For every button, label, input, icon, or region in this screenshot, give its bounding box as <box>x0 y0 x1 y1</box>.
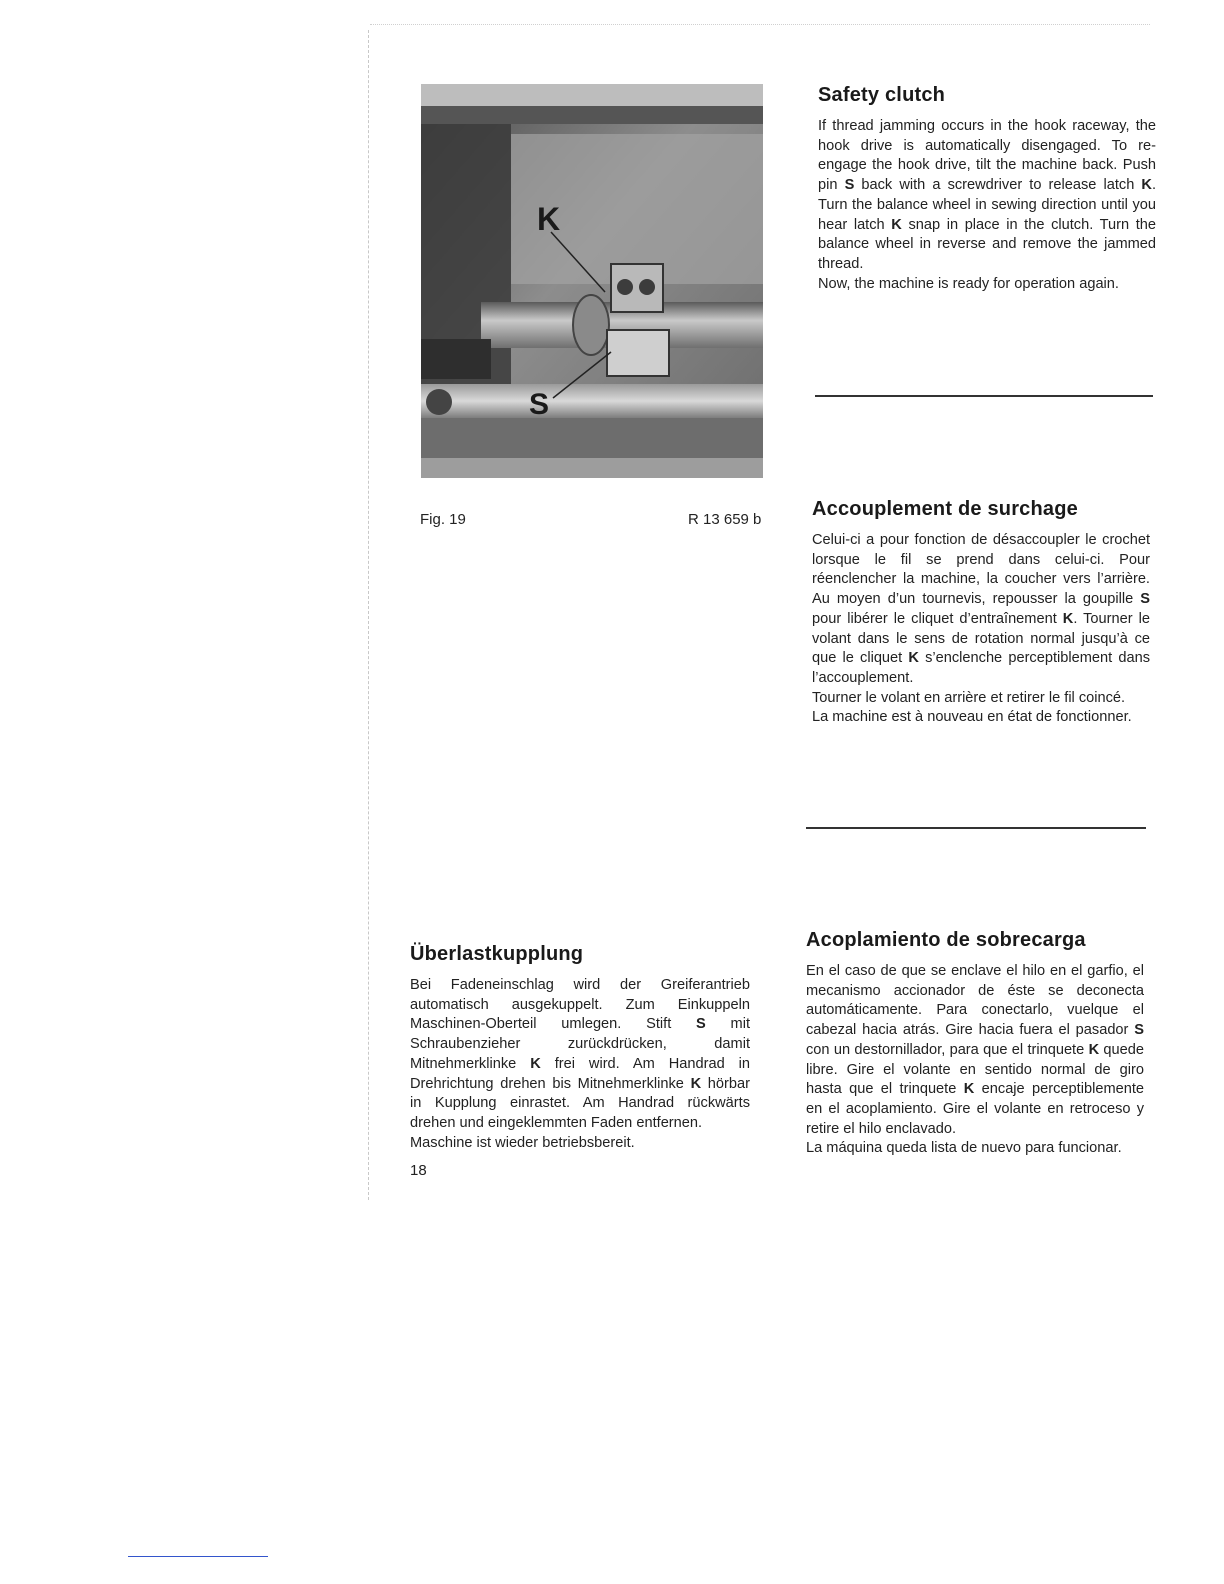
spanish-paragraph-2 <box>806 1139 1144 1159</box>
page-number: 18 <box>410 1162 427 1179</box>
photo-top-shadow <box>421 106 763 124</box>
divider-2 <box>806 827 1146 829</box>
english-body <box>818 117 1156 294</box>
key-letter: K <box>1062 610 1074 627</box>
text-run: Bei Fadeneinschlag wird der Greiferantrieb automatisch ausgekuppelt. Zum Einkuppeln Maschinen-Oberteil umlegen. Stift <box>410 977 750 1033</box>
footer-line <box>128 1556 268 1557</box>
english-paragraph-1 <box>818 117 1156 275</box>
key-letter: K <box>963 1081 975 1098</box>
text-run: frei wird. Am Handrad in Drehrichtung drehen bis Mitnehmerklinke <box>410 1055 750 1092</box>
section-german <box>410 943 750 1153</box>
photo-bolt <box>426 389 452 415</box>
text-run: con un destornillador, para que el trinquete <box>806 1041 1089 1058</box>
key-letter: K <box>1141 177 1152 194</box>
text-run: Celui-ci a pour fonction de désaccoupler le crochet lorsque le fil se prend dans celui-ci. Pour réenclencher la machine, la coucher vers l’arrière. Au moyen d’un tournevis, repousser la goupille <box>812 532 1150 608</box>
figure-reference: R 13 659 b <box>688 511 762 528</box>
german-title: Überlastkupplung <box>410 943 584 965</box>
french-title: Accouplement de surchage <box>812 498 1078 520</box>
section-french <box>812 498 1150 728</box>
photo-lower-rail <box>421 384 763 418</box>
figure-19-photo <box>421 84 763 478</box>
photo-bottom-edge <box>421 458 763 478</box>
screw-left <box>617 279 633 295</box>
text-run: La máquina queda lista de nuevo para funcionar. <box>806 1140 1122 1157</box>
text-run: If thread jamming occurs in the hook raceway, the hook drive is automatically disengaged. To re-engage the hook drive, tilt the machine back. Push pin <box>818 118 1156 194</box>
key-letter: K <box>690 1075 702 1092</box>
text-run: encaje perceptiblemente en el acoplamiento. Gire el volante en retroceso y retire el hilo enclavado. <box>806 1081 1145 1137</box>
french-paragraph-1 <box>812 531 1150 689</box>
text-run: hörbar in Kupplung einrastet. Am Handrad rückwärts drehen und eingeklemmten Faden entfernen. <box>410 1075 750 1131</box>
english-paragraph-2 <box>818 275 1156 295</box>
scan-edge-line <box>368 30 369 1200</box>
text-run: La machine est à nouveau en état de fonctionner. <box>812 709 1132 726</box>
divider-1 <box>815 395 1153 397</box>
text-run: mit Schraubenzieher zurückdrücken, damit Mitnehmerklinke <box>410 1016 750 1072</box>
text-run: Now, the machine is ready for operation again. <box>818 275 1119 292</box>
callout-k-label: K <box>537 201 561 237</box>
photo-top-rail <box>421 84 763 106</box>
screw-right <box>639 279 655 295</box>
key-letter: K <box>530 1055 541 1072</box>
german-paragraph-1 <box>410 976 750 1134</box>
text-run: quede libre. Gire el volante en sentido normal de giro hasta que el trinquete <box>806 1041 1145 1098</box>
scan-top-line <box>370 24 1150 25</box>
figure-label: Fig. 19 <box>420 511 466 528</box>
text-run: Tourner le volant en arrière et retirer le fil coincé. <box>812 689 1126 706</box>
french-paragraph-2 <box>812 689 1150 709</box>
clutch-block-bottom <box>607 330 669 376</box>
key-letter: S <box>1134 1022 1144 1039</box>
key-letter: S <box>696 1016 706 1033</box>
key-letter: K <box>1088 1041 1100 1058</box>
english-title: Safety clutch <box>818 84 946 106</box>
latch-k <box>573 295 609 355</box>
text-run: . Tourner le volant dans le sens de rotation normal jusqu’à ce que le cliquet <box>812 610 1150 667</box>
section-english <box>818 84 1156 294</box>
spanish-paragraph-1 <box>806 962 1144 1139</box>
text-run: En el caso de que se enclave el hilo en el garfio, el mecanismo accionador de éste se deconecta automáticamente. Para conectarlo, vuelque el cabezal hacia atrás. Gire hacia fuera el pasador <box>806 963 1144 1039</box>
spanish-title: Acoplamiento de sobrecarga <box>806 929 1086 951</box>
french-paragraph-3 <box>812 708 1150 728</box>
section-spanish <box>806 929 1144 1159</box>
photo-base <box>421 418 763 458</box>
german-body <box>410 976 750 1153</box>
key-letter: S <box>1140 591 1150 608</box>
key-letter: K <box>891 216 902 233</box>
key-letter: S <box>844 177 855 194</box>
key-letter: K <box>908 650 919 667</box>
text-run: pour libérer le cliquet d’entraînement <box>812 610 1063 627</box>
text-run: snap in place in the clutch. Turn the balance wheel in reverse and remove the jammed thread. <box>818 216 1156 272</box>
text-run: . Turn the balance wheel in sewing direction until you hear latch <box>818 177 1157 233</box>
photo-dark-slot <box>421 339 491 379</box>
text-run: s’enclenche perceptiblement dans l’accouplement. <box>812 650 1150 686</box>
french-body <box>812 531 1150 728</box>
text-run: back with a screwdriver to release latch <box>854 177 1142 194</box>
german-paragraph-2 <box>410 1134 750 1154</box>
text-run: Maschine ist wieder betriebsbereit. <box>410 1134 635 1151</box>
callout-s-label: S <box>529 388 550 421</box>
spanish-body <box>806 962 1144 1159</box>
